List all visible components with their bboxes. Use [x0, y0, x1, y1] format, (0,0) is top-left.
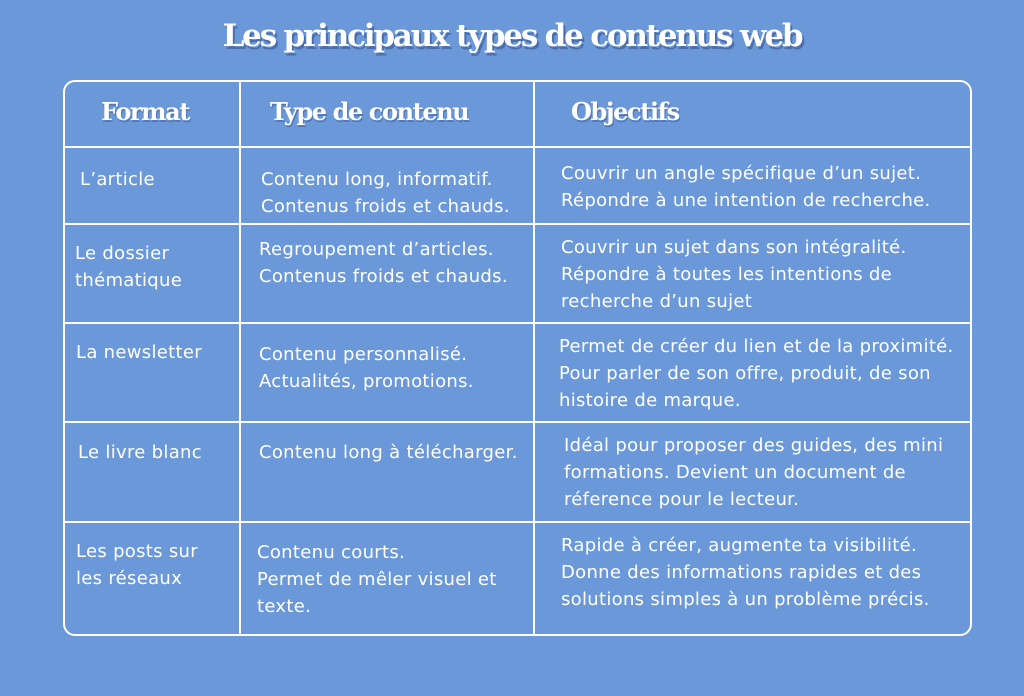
header-format: Format [101, 97, 190, 126]
row-divider [65, 223, 970, 225]
table-cell-type: Contenu long, informatif. Contenus froids et chauds. [261, 169, 510, 217]
table-cell-format: Le livre blanc [78, 442, 202, 463]
row-divider [65, 421, 970, 423]
table-cell-format: Les posts sur les réseaux [76, 541, 198, 589]
page-title: Les principaux types de contenus web [222, 18, 802, 54]
table-cell-type: Contenu long à télécharger. [259, 442, 518, 463]
table-cell-type: Regroupement d’articles. Contenus froids et chauds. [259, 239, 508, 287]
table-cell-objectifs: Idéal pour proposer des guides, des mini formations. Devient un document de réference pour le lecteur. [564, 435, 944, 510]
table-cell-format: Le dossier thématique [75, 243, 183, 291]
table-cell-objectifs: Couvrir un sujet dans son intégralité. Répondre à toutes les intentions de recherche d’un sujet [561, 237, 907, 312]
table-cell-objectifs: Rapide à créer, augmente ta visibilité. Donne des informations rapides et des solutions simples à un problème précis. [561, 535, 930, 610]
column-divider [533, 82, 535, 634]
header-divider [65, 146, 970, 148]
table-cell-type: Contenu courts. Permet de mêler visuel et texte. [257, 542, 497, 617]
table-cell-objectifs: Couvrir un angle spécifique d’un sujet. Répondre à une intention de recherche. [561, 163, 931, 211]
header-objectifs: Objectifs [571, 97, 679, 126]
table-cell-type: Contenu personnalisé. Actualités, promotions. [259, 344, 474, 392]
table-cell-format: L’article [80, 169, 155, 190]
table-cell-format: La newsletter [76, 342, 202, 363]
header-type: Type de contenu [270, 97, 469, 126]
content-types-table [63, 80, 972, 636]
row-divider [65, 322, 970, 324]
row-divider [65, 521, 970, 523]
table-cell-objectifs: Permet de créer du lien et de la proximité. Pour parler de son offre, produit, de son histoire de marque. [559, 336, 954, 411]
column-divider [239, 82, 241, 634]
